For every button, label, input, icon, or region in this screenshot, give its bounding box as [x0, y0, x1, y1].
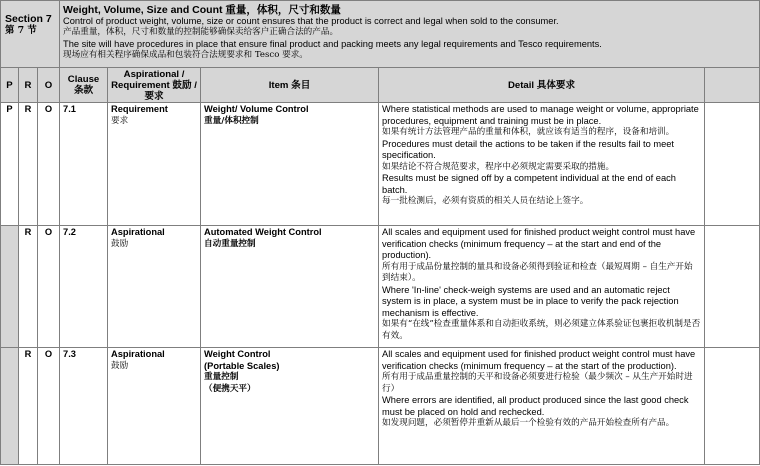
row-item-sub-zh: （便携天平）	[204, 383, 256, 394]
row-type-zh: 要求	[111, 115, 129, 126]
table-row	[1, 226, 760, 348]
column-header-row	[1, 68, 760, 103]
col-clause: Clause 条款	[60, 68, 108, 103]
row-item-label: Weight Control	[204, 349, 271, 359]
row-clause: 7.3	[60, 348, 108, 465]
row-type	[108, 348, 201, 465]
row-item-sub: (Portable Scales)	[204, 360, 280, 371]
detail-line-zh: 如发现问题，必须暂停并重新从最后一个检验有效的产品开始检查所有产品。	[382, 418, 675, 428]
row-item-label: Automated Weight Control	[204, 227, 322, 237]
row-item	[201, 226, 379, 348]
header-line-4: 现场应有相关程序确保成品和包装符合法规要求和 Tesco 要求。	[63, 50, 308, 61]
col-o: O	[38, 68, 60, 103]
detail-line-zh: 如果结论不符合规范要求，程序中必须规定需要采取的措施。	[382, 161, 615, 172]
row-detail	[379, 103, 705, 226]
row-type	[108, 103, 201, 226]
row-p	[1, 348, 19, 465]
row-type-zh: 鼓励	[111, 360, 129, 371]
row-r: R	[19, 226, 38, 348]
detail-line-zh: 如果有统计方法管理产品的重量和体积，就应该有适当的程序，设备和培训。	[382, 127, 675, 137]
table-row	[1, 103, 760, 226]
detail-line-zh: 如果有“在线”检查重量体系和自动拒收系统，则必须建立体系验证包裹拒收机制是否有效。	[382, 319, 701, 341]
detail-line: All scales and equipment used for finished product weight control must have verification checks (minimum frequency – at the start and end of the production).	[382, 227, 696, 260]
row-type-label: Aspirational	[111, 349, 165, 359]
detail-line: All scales and equipment used for finished product weight control must have verification checks (minimum frequency – at the start of the production).	[382, 349, 696, 371]
detail-line-zh: 每一批检测后，必须有资质的相关人员在结论上签字。	[382, 196, 589, 206]
detail-line: Where 'In-line' check-weigh systems are used and an automatic reject system is in place, a system must be in place to verify the pack rejection mechanism is effective.	[382, 284, 679, 318]
table-row	[1, 348, 760, 465]
row-p: P	[1, 103, 19, 226]
section-label	[1, 1, 60, 68]
row-r: R	[19, 348, 38, 465]
col-aspirational: Aspirational / Requirement 鼓励 / 要求	[108, 68, 201, 103]
detail-line: Where errors are identified, all product produced since the last good check must be placed on hold and rechecked.	[382, 395, 689, 417]
row-type-label: Aspirational	[111, 227, 165, 237]
detail-line: Procedures must detail the actions to be taken if the results fail to meet specification.	[382, 138, 675, 160]
row-clause: 7.1	[60, 103, 108, 226]
detail-line: Where statistical methods are used to manage weight or volume, appropriate procedures, equipment and training must be in place.	[382, 104, 699, 126]
row-item-zh: 重量控制	[204, 372, 239, 382]
header-line-2: 产品重量，体积，尺寸和数量的控制能够确保卖给客户正确合法的产品。	[63, 27, 339, 38]
section-number-zh: 第 7 节	[5, 25, 37, 36]
row-item-zh: 自动重量控制	[204, 238, 256, 249]
row-extra	[705, 103, 760, 226]
detail-line-zh: 所有用于成品重量控制的天平和设备必须要进行检验（最少频次 – 从生产开始时进行）	[382, 372, 693, 394]
row-item-zh: 重量/体积控制	[204, 115, 259, 126]
col-r: R	[19, 68, 38, 103]
row-item	[201, 348, 379, 465]
col-extra	[705, 68, 760, 103]
header-line-1: Control of product weight, volume, size or count ensures that the product is correct and legal when sold to the consumer.	[63, 16, 559, 26]
row-item-label: Weight/ Volume Control	[204, 104, 309, 114]
row-p	[1, 226, 19, 348]
row-type-label: Requirement	[111, 104, 168, 114]
row-detail	[379, 226, 705, 348]
detail-line: Results must be signed off by a competent individual at the end of each batch.	[382, 173, 676, 195]
section-title: Weight, Volume, Size and Count 重量，体积，尺寸和数量	[63, 4, 341, 16]
col-detail: Detail 具体要求	[379, 68, 705, 103]
section-number: Section 7	[5, 13, 52, 25]
col-item: Item 条目	[201, 68, 379, 103]
row-type-zh: 鼓励	[111, 238, 129, 249]
section-header	[60, 1, 760, 68]
header-line-3: The site will have procedures in place that ensure final product and packing meets any legal requirements and Tesco requirements.	[63, 38, 602, 49]
row-clause: 7.2	[60, 226, 108, 348]
row-r: R	[19, 103, 38, 226]
row-extra	[705, 348, 760, 465]
row-type	[108, 226, 201, 348]
detail-line-zh: 所有用于成品份量控制的量具和设备必须得到验证和检查（最短周期 – 自生产开始到结束）。	[382, 261, 693, 283]
row-o: O	[38, 226, 60, 348]
row-extra	[705, 226, 760, 348]
row-item	[201, 103, 379, 226]
row-o: O	[38, 103, 60, 226]
row-o: O	[38, 348, 60, 465]
col-p: P	[1, 68, 19, 103]
row-detail	[379, 348, 705, 465]
